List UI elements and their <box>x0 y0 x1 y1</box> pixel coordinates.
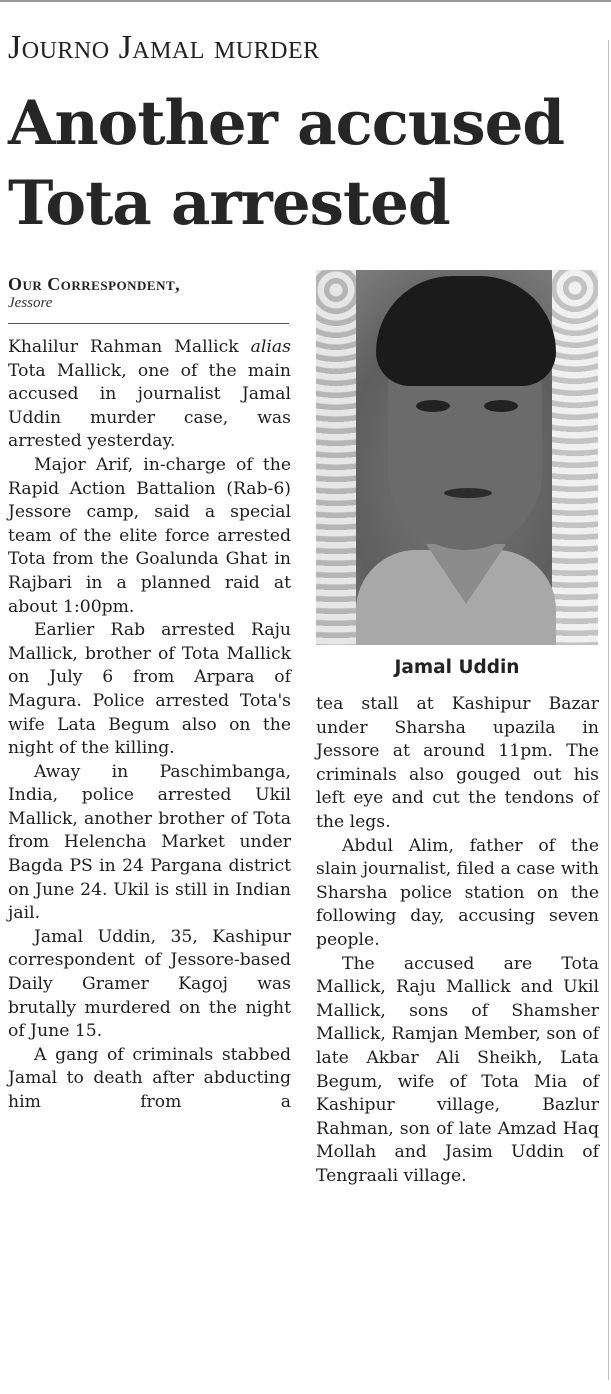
article-column-left <box>8 336 291 1115</box>
photo-flowers-left <box>316 270 356 645</box>
paragraph-8: The accused are Tota Mallick, Raju Mallick and Ukil Mallick, sons of Shamsher Mallick, Ramjan Member, son of late Akbar Ali Sheikh, Lata Begum, wife of Tota Mia of Kashipur village, Bazlur Rahman, son of late Amzad Haq Mollah and Jasim Uddin of Tengraali village. <box>316 953 599 1186</box>
headline-line-1: Another accused <box>8 88 565 159</box>
kicker: Journo Jamal murder <box>8 29 320 66</box>
paragraph-6-start: A gang of criminals stabbed Jamal to death after abducting him from a <box>8 1044 291 1112</box>
paragraph-1 <box>8 336 291 454</box>
paragraph-6-end: tea stall at Kashipur Bazar under Sharsha upazila in Jessore at around 11pm. The criminals also gouged out his left eye and cut the tendons of the legs. <box>316 694 599 832</box>
column-rule <box>608 40 609 1380</box>
photo-eye-right <box>484 400 518 412</box>
paragraph-5: Jamal Uddin, 35, Kashipur correspondent of Jessore-based Daily Gramer Kagoj was brutally murdered on the night of June 15. <box>8 926 291 1042</box>
portrait-photo <box>316 270 598 645</box>
paragraph-2: Major Arif, in-charge of the Rapid Action Battalion (Rab-6) Jessore camp, said a special team of the elite force arrested Tota from the Goalunda Ghat in Rajbari in a planned raid at about 1:00pm. <box>8 454 291 617</box>
paragraph-1-part-1: Khalilur Rahman Mallick <box>8 337 239 357</box>
article-column-right <box>316 693 599 1188</box>
photo-mouth <box>444 488 492 498</box>
photo-caption: Jamal Uddin <box>394 657 520 678</box>
byline-rule <box>8 323 289 324</box>
byline <box>8 274 288 312</box>
paragraph-1-part-2: Tota Mallick, one of the main accused in journalist Jamal Uddin murder case, was arrested yesterday. <box>8 360 291 452</box>
photo-eye-left <box>416 400 450 412</box>
paragraph-7: Abdul Alim, father of the slain journalist, filed a case with Sharsha police station on the following day, accusing seven people. <box>316 835 599 950</box>
photo-flowers-right <box>552 270 598 645</box>
headline-line-2: Tota arrested <box>8 168 450 239</box>
top-rule <box>0 0 611 2</box>
photo-hair <box>376 276 556 386</box>
byline-name: Our Correspondent, <box>8 274 181 294</box>
byline-place: Jessore <box>8 295 53 311</box>
headline <box>8 84 608 244</box>
paragraph-4: Away in Paschimbanga, India, police arrested Ukil Mallick, another brother of Tota from Helencha Market under Bagda PS in 24 Pargana district on June 24. Ukil is still in Indian jail. <box>8 761 291 924</box>
paragraph-1-alias: alias <box>250 337 291 357</box>
paragraph-3: Earlier Rab arrested Raju Mallick, brother of Tota Mallick on July 6 from Arpara of Magura. Police arrested Tota's wife Lata Begum also on the night of the killing. <box>8 620 291 759</box>
